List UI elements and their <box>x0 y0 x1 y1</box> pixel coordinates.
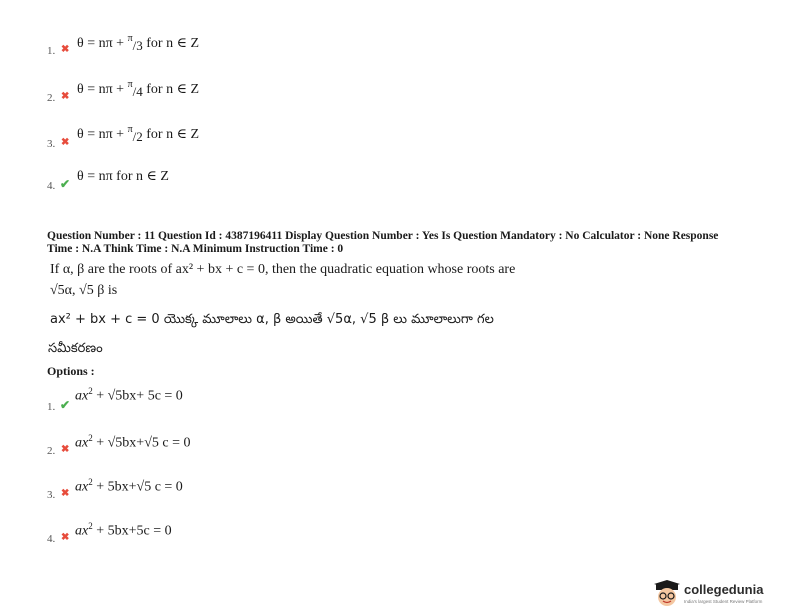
check-icon: ✔ <box>60 398 71 412</box>
option-number: 2. <box>47 92 56 104</box>
option-number: 3. <box>47 489 56 501</box>
question-meta <box>47 230 767 256</box>
option-number: 1. <box>47 45 56 57</box>
cross-icon: ✖ <box>61 44 70 55</box>
cross-icon: ✖ <box>61 137 70 148</box>
cross-icon: ✖ <box>61 532 70 543</box>
check-icon: ✔ <box>60 177 71 191</box>
option-number: 1. <box>47 401 56 413</box>
option-equation: $ax^2 + √5bx+ 5c = 0$ <box>75 386 183 404</box>
question-text-line-2: √5α, √5 β is <box>50 283 118 298</box>
option-equation: $ax^2 + 5bx+√5$ c = 0 <box>75 477 183 495</box>
option-number: 4. <box>47 180 56 192</box>
question-text-telugu-1: ax² + bx + c = 0 యొక్క మూలాలు α, β అయితే √5α, √5 β లు మూలాలుగా గల <box>50 312 494 327</box>
option-equation: θ = nπ + $^\pi$/2 for n ∈ Z <box>77 124 200 144</box>
option-number: 3. <box>47 138 56 150</box>
option-equation: θ = nπ + $^\pi$/4 for n ∈ Z <box>77 79 200 99</box>
options-label: Options : <box>47 364 95 378</box>
mascot-icon <box>652 580 682 608</box>
option-equation: $ax^2 + 5bx+5c = 0$ <box>75 521 172 539</box>
logo-tagline: India's largest Student Review Platform <box>684 599 763 604</box>
option-number: 4. <box>47 533 56 545</box>
question-text-telugu-2: సమీకరణం <box>48 341 103 356</box>
collegedunia-logo <box>652 580 790 608</box>
cross-icon: ✖ <box>61 444 70 455</box>
question-meta-line-1: Question Number : 11 Question Id : 4387196411 Display Question Number : Yes Is Question Mandatory : No Calculator : None Response <box>47 230 719 242</box>
option-equation: θ = nπ for n ∈ Z <box>77 169 169 184</box>
option-equation: $ax^2 + √5bx+√5$ c = 0 <box>75 433 191 451</box>
question-meta-line-2: Time : N.A Think Time : N.A Minimum Instruction Time : 0 <box>47 243 344 255</box>
question-text-line-1: If α, β are the roots of ax² + bx + c = 0, then the quadratic equation whose roots are <box>50 262 516 277</box>
option-number: 2. <box>47 445 56 457</box>
option-equation: θ = nπ + $^\pi$/3 for n ∈ Z <box>77 33 200 53</box>
cross-icon: ✖ <box>61 488 70 499</box>
cross-icon: ✖ <box>61 91 70 102</box>
logo-text: collegedunia <box>684 582 764 597</box>
